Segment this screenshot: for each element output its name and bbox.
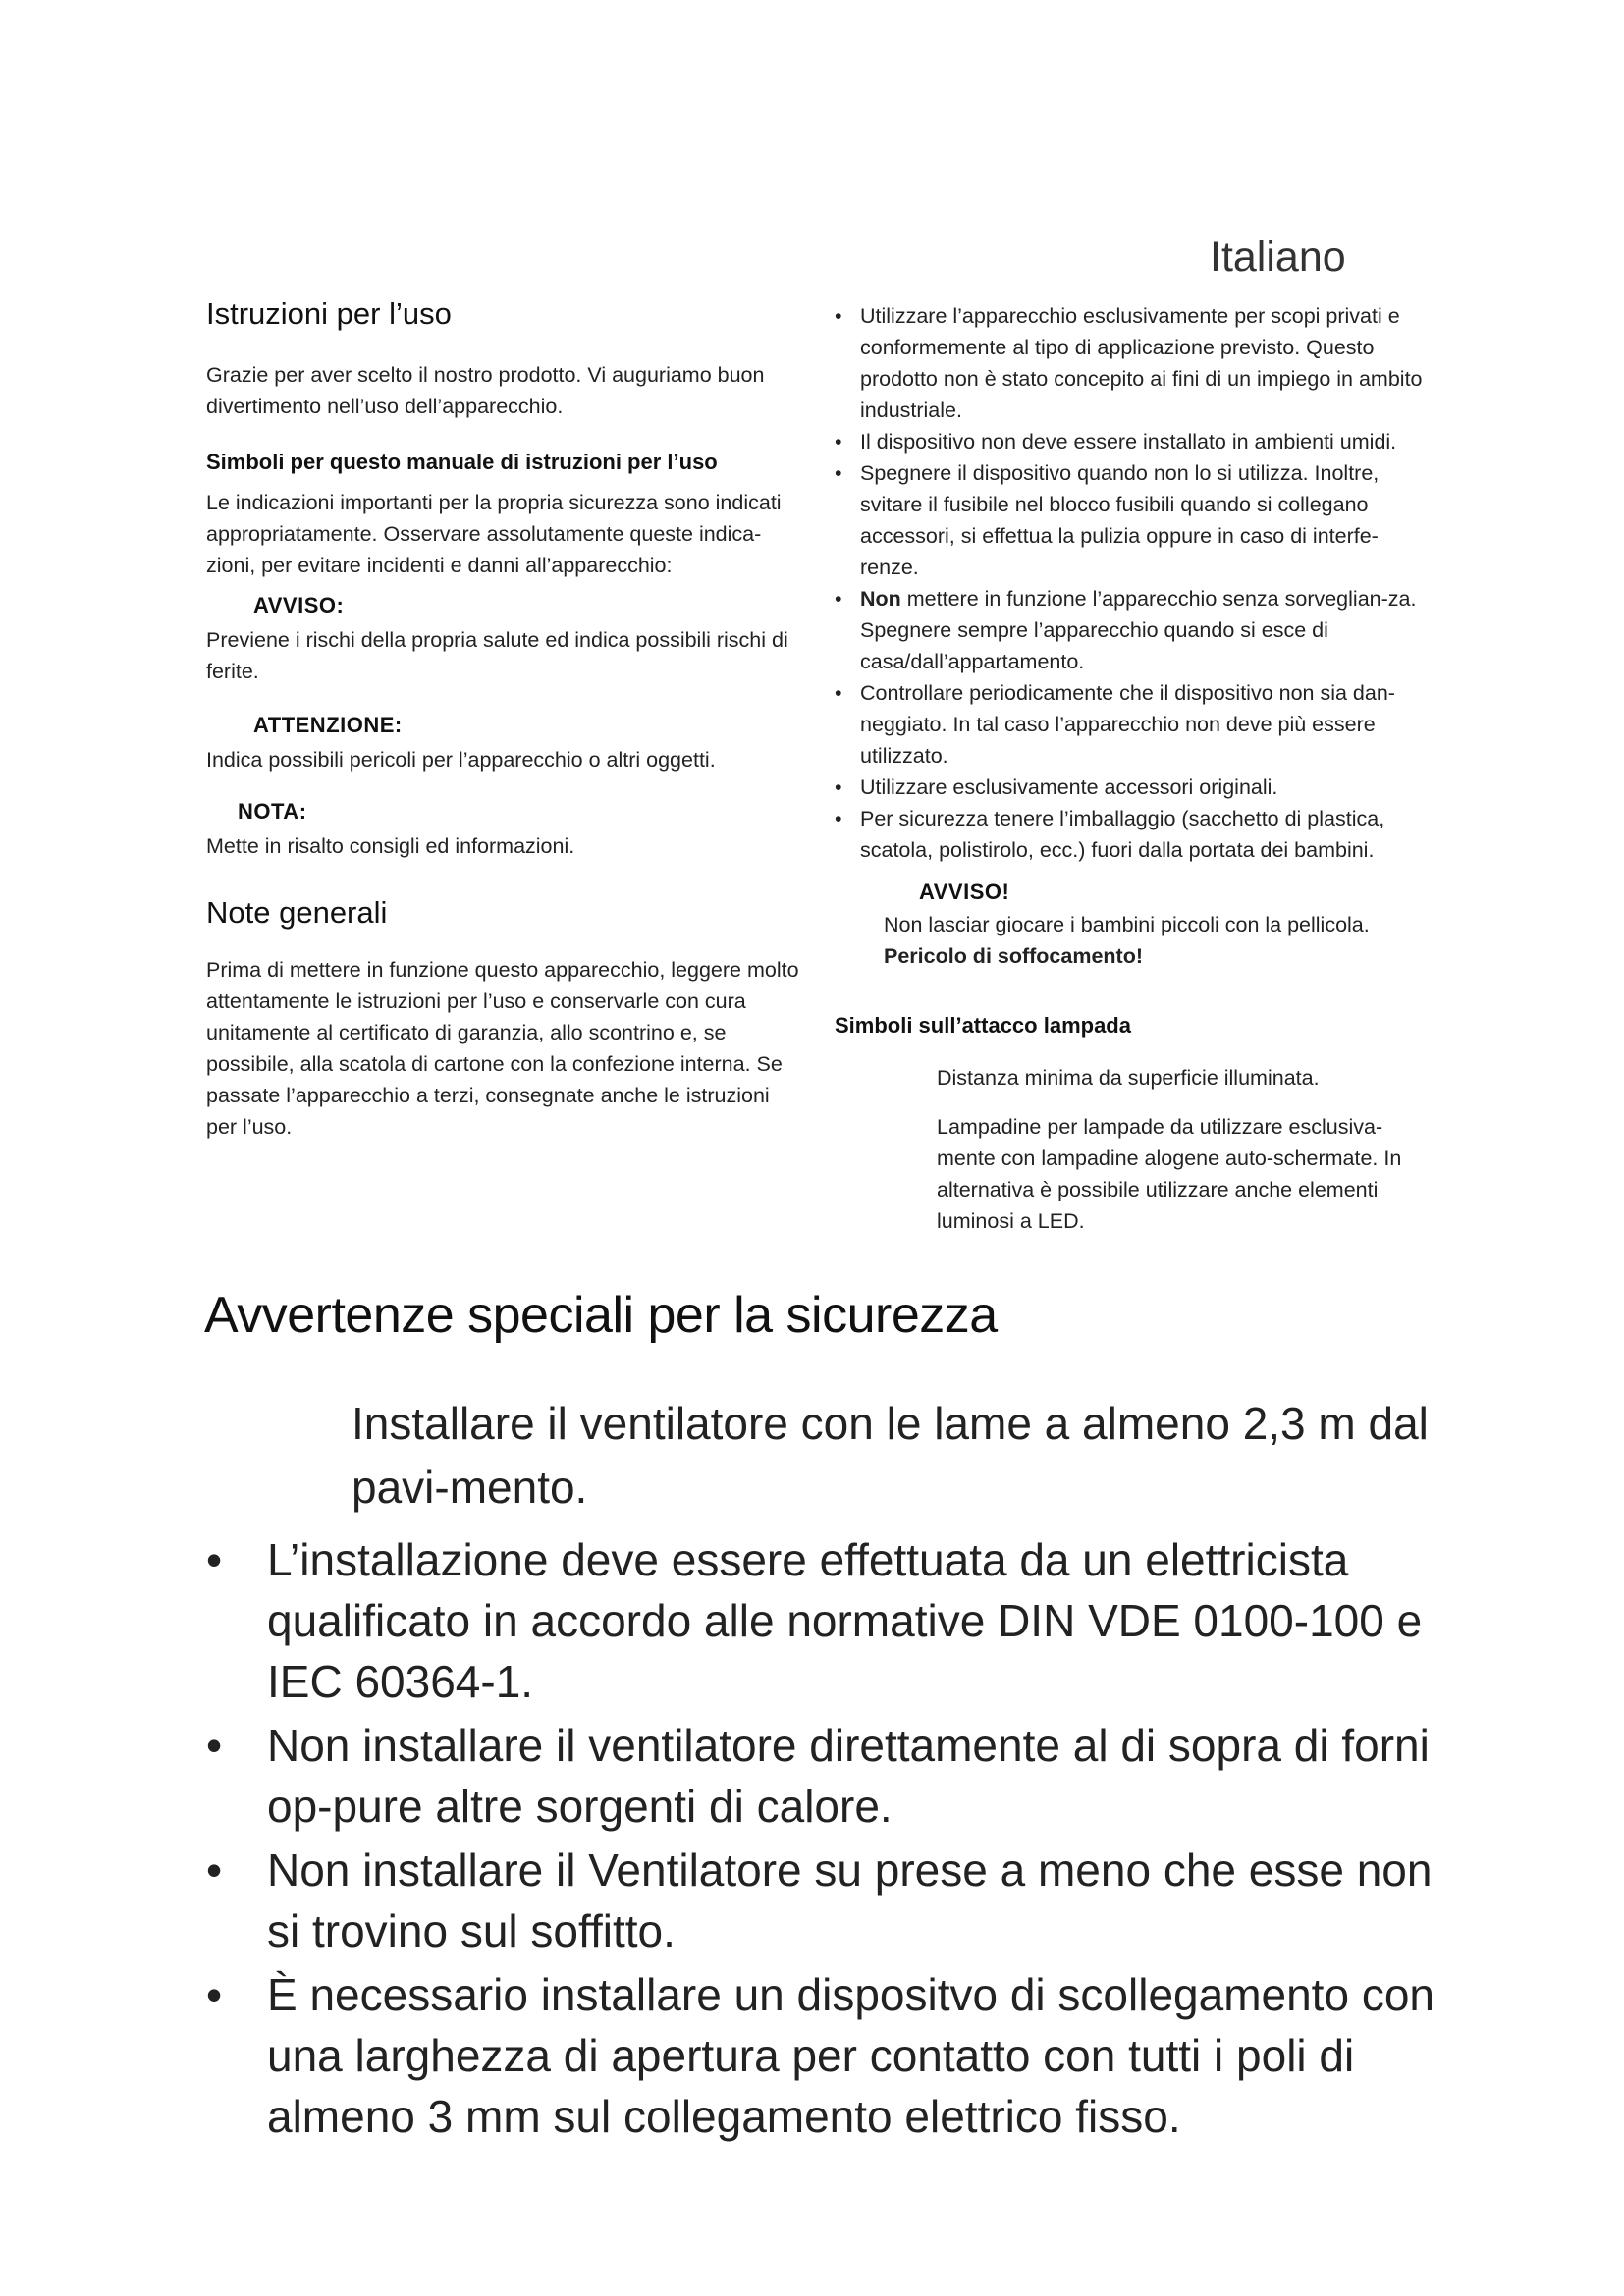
right-column xyxy=(835,300,1424,1237)
lamp-symbol-row-2 xyxy=(835,1111,1424,1237)
packaging-warning-label: AVVISO! xyxy=(919,880,1010,904)
symbols-heading: Simboli per questo manuale di istruzioni per l’uso xyxy=(206,450,718,474)
general-notes-text: Prima di mettere in funzione questo apparecchio, leggere molto attentamente le istruzioni per l’uso e conservarle con cura unitamente al certificato di garanzia, allo scontrino e, se possibile, alla scatola di cartone con la confezione interna. Se passate l’apparecchio a terzi, consegnate anche le istruzioni per l’uso. xyxy=(206,958,799,1139)
list-item xyxy=(835,583,1424,677)
language-label: Italiano xyxy=(1210,234,1346,281)
packaging-warning-bold: Pericolo di soffocamento! xyxy=(884,944,1144,968)
list-item: • Utilizzare esclusivamente accessori originali. xyxy=(835,772,1424,803)
left-column xyxy=(206,296,805,1143)
list-item: • Il dispositivo non deve essere installato in ambienti umidi. xyxy=(835,426,1424,457)
list-item: • Per sicurezza tenere l’imballaggio (sacchetto di plastica, scatola, polistirolo, ecc.) fuori dalla portata dei bambini. xyxy=(835,803,1424,866)
caution-label: ATTENZIONE: xyxy=(253,713,403,737)
list-item: • Non installare il ventilatore direttamente al di sopra di forni op-pure altre sorgenti di calore. xyxy=(206,1715,1443,1837)
packaging-warning-text: Non lasciar giocare i bambini piccoli con la pellicola. xyxy=(884,913,1370,936)
intro-text: Grazie per aver scelto il nostro prodotto. Vi auguriamo buon divertimento nell’uso dell’apparecchio. xyxy=(206,363,765,418)
lamp-symbols-heading: Simboli sull’attacco lampada xyxy=(835,1013,1131,1038)
list-item: • È necessario installare un dispositvo di scollegamento con una larghezza di apertura per contatto con tutti i poli di almeno 3 mm sul collegamento elettrico fisso. xyxy=(206,1964,1443,2147)
non-rest: mettere in funzione l’apparecchio senza sorveglian-za. Spegnere sempre l’apparecchio quando si esce di casa/dall’appartamento. xyxy=(860,587,1417,673)
note-label: NOTA: xyxy=(238,799,307,824)
warning-text: Previene i rischi della propria salute ed indica possibili rischi di ferite. xyxy=(206,628,788,683)
non-bold: Non xyxy=(860,587,901,611)
symbols-text: Le indicazioni importanti per la propria sicurezza sono indicati appropriatamente. Osservare assolutamente queste indica-zioni, per evitare incidenti e danni all’apparecchio: xyxy=(206,491,782,577)
note-text: Mette in risalto consigli ed informazioni. xyxy=(206,834,575,858)
distance-symbol-icon xyxy=(835,1062,903,1107)
warning-label: AVVISO: xyxy=(253,593,345,617)
list-item: • Controllare periodicamente che il dispositivo non sia dan-neggiato. In tal caso l’apparecchio non deve più essere utilizzato. xyxy=(835,677,1424,772)
packaging-warning xyxy=(835,880,1424,972)
caution-block xyxy=(206,713,805,775)
lamp-symbol-1-text: Distanza minima da superficie illuminata. xyxy=(937,1066,1320,1090)
list-item: • Non installare il Ventilatore su prese a meno che esse non si trovino sul soffitto. xyxy=(206,1840,1443,1961)
list-item: • L’installazione deve essere effettuata da un elettricista qualificato in accordo alle normative DIN VDE 0100-100 e IEC 60364-1. xyxy=(206,1529,1443,1712)
lamp-symbol-row-1 xyxy=(835,1062,1424,1107)
caution-text: Indica possibili pericoli per l’apparecchio o altri oggetti. xyxy=(206,748,716,772)
safety-intro: Installare il ventilatore con le lame a almeno 2,3 m dal pavi-mento. xyxy=(352,1398,1429,1513)
safety-list xyxy=(206,1529,1443,2147)
warning-block xyxy=(206,593,805,687)
instructions-title: Istruzioni per l’uso xyxy=(206,296,452,331)
list-item: • Utilizzare l’apparecchio esclusivamente per scopi privati e conformemente al tipo di applicazione previsto. Questo prodotto non è stato concepito ai fini di un impiego in ambito industriale. xyxy=(835,300,1424,426)
safety-title: Avvertenze speciali per la sicurezza xyxy=(204,1287,998,1344)
general-notes-title: Note generali xyxy=(206,895,388,930)
safety-list-wrapper xyxy=(206,1529,1443,2150)
list-item: • Spegnere il dispositivo quando non lo si utilizza. Inoltre, svitare il fusibile nel blocco fusibili quando si collegano accessori, si effettua la pulizia oppure in caso di interfe-renze. xyxy=(835,457,1424,583)
note-block xyxy=(206,799,805,862)
lamp-symbol-2-text: Lampadine per lampade da utilizzare esclusiva-mente con lampadine alogene auto-schermate. In alternativa è possibile utilizzare anche elementi luminosi a LED. xyxy=(937,1115,1402,1233)
usage-list xyxy=(835,300,1424,866)
halogen-lamp-symbol-icon xyxy=(835,1111,903,1156)
